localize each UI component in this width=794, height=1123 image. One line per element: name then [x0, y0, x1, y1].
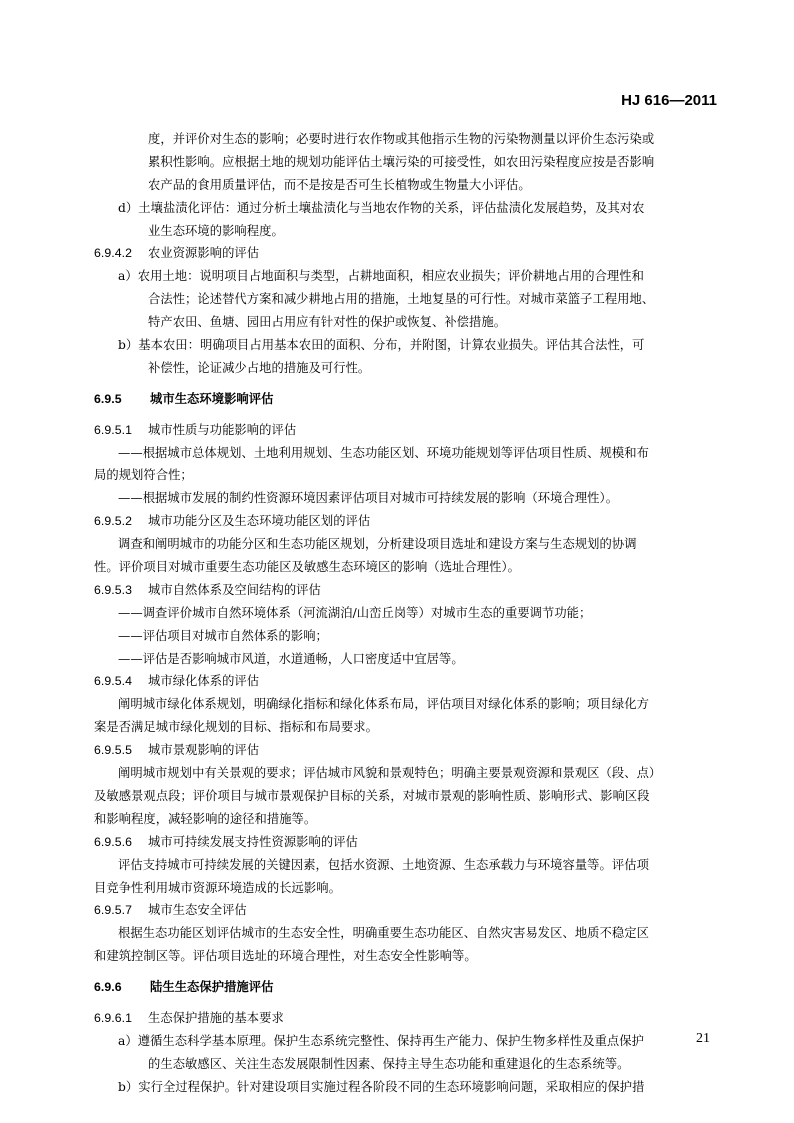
text-line: ——根据城市总体规划、土地利用规划、生态功能区划、环境功能规划等评估项目性质、规模和布 [118, 445, 649, 460]
clause-heading-6-9-5-2 [94, 510, 718, 533]
clause-heading-6-9-5-6 [94, 831, 718, 854]
clause-title: 城市可持续发展支持性资源影响的评估 [148, 834, 358, 849]
clause-heading-6-9-5-5 [94, 739, 718, 762]
text-line: 累积性影响。应根据土地的规划功能评估土壤污染的可接受性，如农田污染程度应按是否影响 [148, 154, 655, 169]
clause-heading-6-9-6-1 [94, 1007, 718, 1030]
clause-number: 6.9.5.1 [94, 422, 132, 437]
clause-title: 城市自然体系及空间结构的评估 [148, 582, 321, 597]
clause-title: 生态保护措施的基本要求 [148, 1010, 284, 1025]
clause-heading-6-9-5-1 [94, 419, 718, 442]
clause-heading-6-9-4-2 [94, 242, 718, 265]
text-line: 评估支持城市可持续发展的关键因素，包括水资源、土地资源、生态承载力与环境容量等。评估项 [118, 857, 649, 872]
text-line: 补偿性，论证减少占地的措施及可行性。 [148, 360, 371, 375]
section-number: 6.9.5 [94, 391, 122, 406]
text-line: ——评估项目对城市自然体系的影响； [118, 628, 328, 643]
text-line: 及敏感景观点段；评价项目与城市景观保护目标的关系，对城市景观的影响性质、影响形式、影响区段 [94, 788, 650, 803]
text-line: 案是否满足城市绿化规划的目标、指标和布局要求。 [94, 720, 378, 735]
standard-code: HJ 616—2011 [621, 92, 717, 109]
list-item-a: a）农用土地：说明项目占地面积与类型，占耕地面积，相应农业损失；评价耕地占用的合理性和 [118, 269, 644, 284]
text-line: 农产品的食用质量评估，而不是按是否可生长植物或生物量大小评估。 [148, 177, 531, 192]
text-line: ——评估是否影响城市风道，水道通畅，人口密度适中宜居等。 [118, 651, 464, 666]
text-line: 和建筑控制区等。评估项目选址的环境合理性，对生态安全性影响等。 [94, 949, 477, 964]
section-title: 陆生生态保护措施评估 [150, 980, 274, 995]
section-title: 城市生态环境影响评估 [150, 391, 274, 406]
text-line: 阐明城市规划中有关景观的要求；评估城市风貌和景观特色；明确主要景观资源和景观区（段、点） [118, 766, 662, 781]
clause-number: 6.9.5.3 [94, 582, 132, 597]
text-line: 合法性；论述替代方案和减少耕地占用的措施，土地复垦的可行性。对城市菜篮子工程用地、 [148, 292, 655, 307]
clause-title: 城市景观影响的评估 [148, 743, 260, 758]
clause-heading-6-9-5-4 [94, 670, 718, 693]
clause-title: 城市功能分区及生态环境功能区划的评估 [148, 514, 371, 529]
clause-title: 城市性质与功能影响的评估 [148, 422, 297, 437]
text-line: 目竞争性利用城市资源环境造成的长远影响。 [94, 880, 341, 895]
clause-number: 6.9.6.1 [94, 1010, 132, 1025]
clause-number: 6.9.5.5 [94, 743, 132, 758]
document-body [94, 128, 718, 1099]
section-number: 6.9.6 [94, 980, 122, 995]
text-line: 特产农田、鱼塘、园田占用应有针对性的保护或恢复、补偿措施。 [148, 315, 507, 330]
text-line: 和影响程度，减轻影响的途径和措施等。 [94, 811, 317, 826]
page-number: 21 [696, 1031, 710, 1046]
text-line: ——根据城市发展的制约性资源环境因素评估项目对城市可持续发展的影响（环境合理性）。 [118, 491, 619, 506]
clause-title: 城市生态安全评估 [148, 903, 247, 918]
clause-number: 6.9.5.2 [94, 514, 132, 529]
clause-heading-6-9-5-3 [94, 579, 718, 602]
clause-title: 城市绿化体系的评估 [148, 674, 260, 689]
list-item-d: d）土壤盐渍化评估：通过分析土壤盐渍化与当地农作物的关系，评估盐渍化发展趋势，及其对农 [118, 200, 645, 215]
text-line: 业生态环境的影响程度。 [148, 223, 284, 238]
list-item-b: b）实行全过程保护。针对建设项目实施过程各阶段不同的生态环境影响问题，采取相应的保护措 [118, 1079, 645, 1094]
text-line: 局的规划符合性； [94, 468, 193, 483]
section-heading-6-9-6 [94, 976, 718, 999]
clause-number: 6.9.4.2 [94, 246, 132, 261]
clause-number: 6.9.5.7 [94, 903, 132, 918]
text-line: ——调查评价城市自然环境体系（河流湖泊/山峦丘岗等）对城市生态的重要调节功能； [118, 605, 592, 620]
text-line: 阐明城市绿化体系规划，明确绿化指标和绿化体系布局，评估项目对绿化体系的影响；项目绿化方 [118, 697, 649, 712]
clause-title: 农业资源影响的评估 [148, 246, 260, 261]
text-line: 度，并评价对生态的影响；必要时进行农作物或其他指示生物的污染物测量以评价生态污染或 [148, 132, 655, 146]
list-item-a: a）遵循生态科学基本原理。保护生态系统完整性、保持再生产能力、保护生物多样性及重点保护 [118, 1033, 644, 1048]
list-item-b: b）基本农田：明确项目占用基本农田的面积、分布，并附图，计算农业损失。评估其合法性，可 [118, 338, 645, 353]
text-line: 性。评价项目对城市重要生态功能区及敏感生态环境区的影响（选址合理性）。 [94, 560, 520, 575]
text-line: 根据生态功能区划评估城市的生态安全性，明确重要生态功能区、自然灾害易发区、地质不稳定区 [118, 926, 649, 941]
section-heading-6-9-5 [94, 388, 718, 411]
clause-number: 6.9.5.4 [94, 674, 132, 689]
clause-number: 6.9.5.6 [94, 834, 132, 849]
text-line: 的生态敏感区、关注生态发展限制性因素、保持主导生态功能和重建退化的生态系统等。 [148, 1056, 630, 1071]
clause-heading-6-9-5-7 [94, 899, 718, 922]
text-line: 调查和阐明城市的功能分区和生态功能区规划，分析建设项目选址和建设方案与生态规划的协调 [118, 537, 637, 552]
